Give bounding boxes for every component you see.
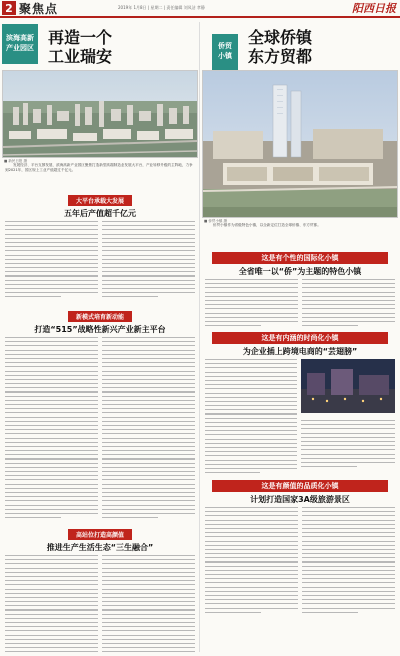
left-title (48, 28, 112, 66)
night-street-photo (301, 359, 395, 413)
right-section3-banner: 这是有颜值的品质化小镇 (212, 480, 388, 492)
right-headline (202, 22, 398, 70)
left-title-line2: 工业瑞安 (48, 47, 113, 66)
left-tag: 滨海高新 产业园区 (2, 24, 38, 64)
page-header (0, 0, 400, 18)
right-section1-title: 全省唯一以“侨”为主题的特色小镇 (238, 267, 362, 276)
right-tag: 侨贸 小镇 (212, 34, 238, 70)
town-aerial-image (203, 71, 398, 218)
right-section1-banner: 这是有个性的国际化小镇 (212, 252, 388, 264)
column-divider (199, 22, 200, 652)
page-meta: 2019年 1月8日 | 星期二 | 责任编辑 刘凤洁 孝静 (118, 5, 205, 10)
left-section3-body (2, 555, 198, 656)
right-section3-title: 计划打造国家3A级旅游景区 (250, 495, 350, 504)
right-section2-body (202, 359, 398, 477)
left-section1-heading (2, 188, 198, 219)
right-section1-body (202, 279, 398, 329)
left-story (2, 22, 198, 656)
left-section1-title: 五年后产值超千亿元 (64, 209, 136, 218)
left-section1-banner: 大平台承载大发展 (68, 195, 132, 206)
left-section3-banner: 高站位打造高颜值 (68, 529, 132, 540)
right-title-line2: 东方贸都 (248, 47, 313, 66)
left-intro: 发展经济、平台支撑发展、滨海高新产业园区聚焦打造新型高端制造业发展大平台，产业转移升级的主阵地，力争到2021年，园区规上工业产值超过千亿元。 (5, 163, 193, 173)
aerial-city-image (3, 71, 198, 158)
right-town-photo (202, 70, 398, 218)
right-title (248, 28, 312, 66)
newspaper-logo: 阳西日报 (352, 2, 396, 15)
left-section2-title: 打造“515”战略性新兴产业新主平台 (34, 325, 166, 334)
left-photo-caption: ■ 新民日报 摄 (4, 159, 28, 163)
right-photo-caption: ■ 侨贸小镇 摄 (204, 219, 228, 223)
left-section2-body (2, 337, 198, 519)
right-intro: 侨贸小镇作为省级特色小镇，以全新定位打造全球侨镇、东方贸都。 (213, 223, 321, 227)
page-number: 2 (2, 1, 16, 15)
left-title-line1: 再造一个 (48, 28, 113, 47)
left-section3-heading (2, 522, 198, 553)
left-aerial-photo (2, 70, 198, 158)
right-section3-body (202, 507, 398, 615)
right-section2-title: 为企业插上跨境电商的“芸翅膀” (242, 347, 358, 356)
left-section2-banner: 新模式培育新动能 (68, 311, 132, 322)
left-section1-body (2, 221, 198, 301)
right-section2-banner: 这是有内涵的时尚化小镇 (212, 332, 388, 344)
right-title-line1: 全球侨镇 (248, 28, 313, 47)
left-section2-heading (2, 304, 198, 335)
left-section3-title: 推进生产生活生态“三生融合” (46, 543, 154, 552)
left-headline (2, 22, 198, 70)
right-story (202, 22, 398, 615)
section-title: 聚焦点 (19, 1, 59, 16)
